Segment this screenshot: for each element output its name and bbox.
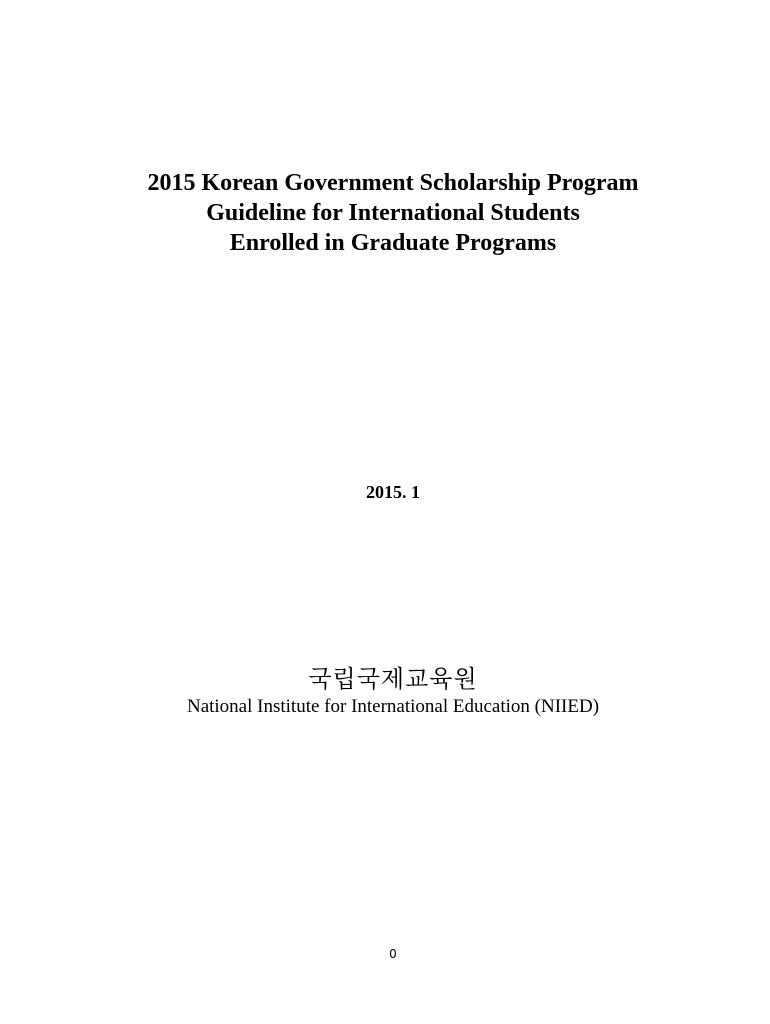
title-line-1: 2015 Korean Government Scholarship Program	[147, 170, 639, 196]
title-line-2: Guideline for International Students	[206, 200, 580, 226]
title-line-3: Enrolled in Graduate Programs	[229, 230, 557, 256]
organization-name-korean: 국립국제교육원	[308, 667, 478, 693]
publication-date: 2015. 1	[366, 482, 420, 502]
page-number: 0	[389, 947, 397, 961]
organization-name-english: National Institute for International Education (NIIED)	[186, 696, 600, 717]
document-title	[0, 168, 770, 258]
